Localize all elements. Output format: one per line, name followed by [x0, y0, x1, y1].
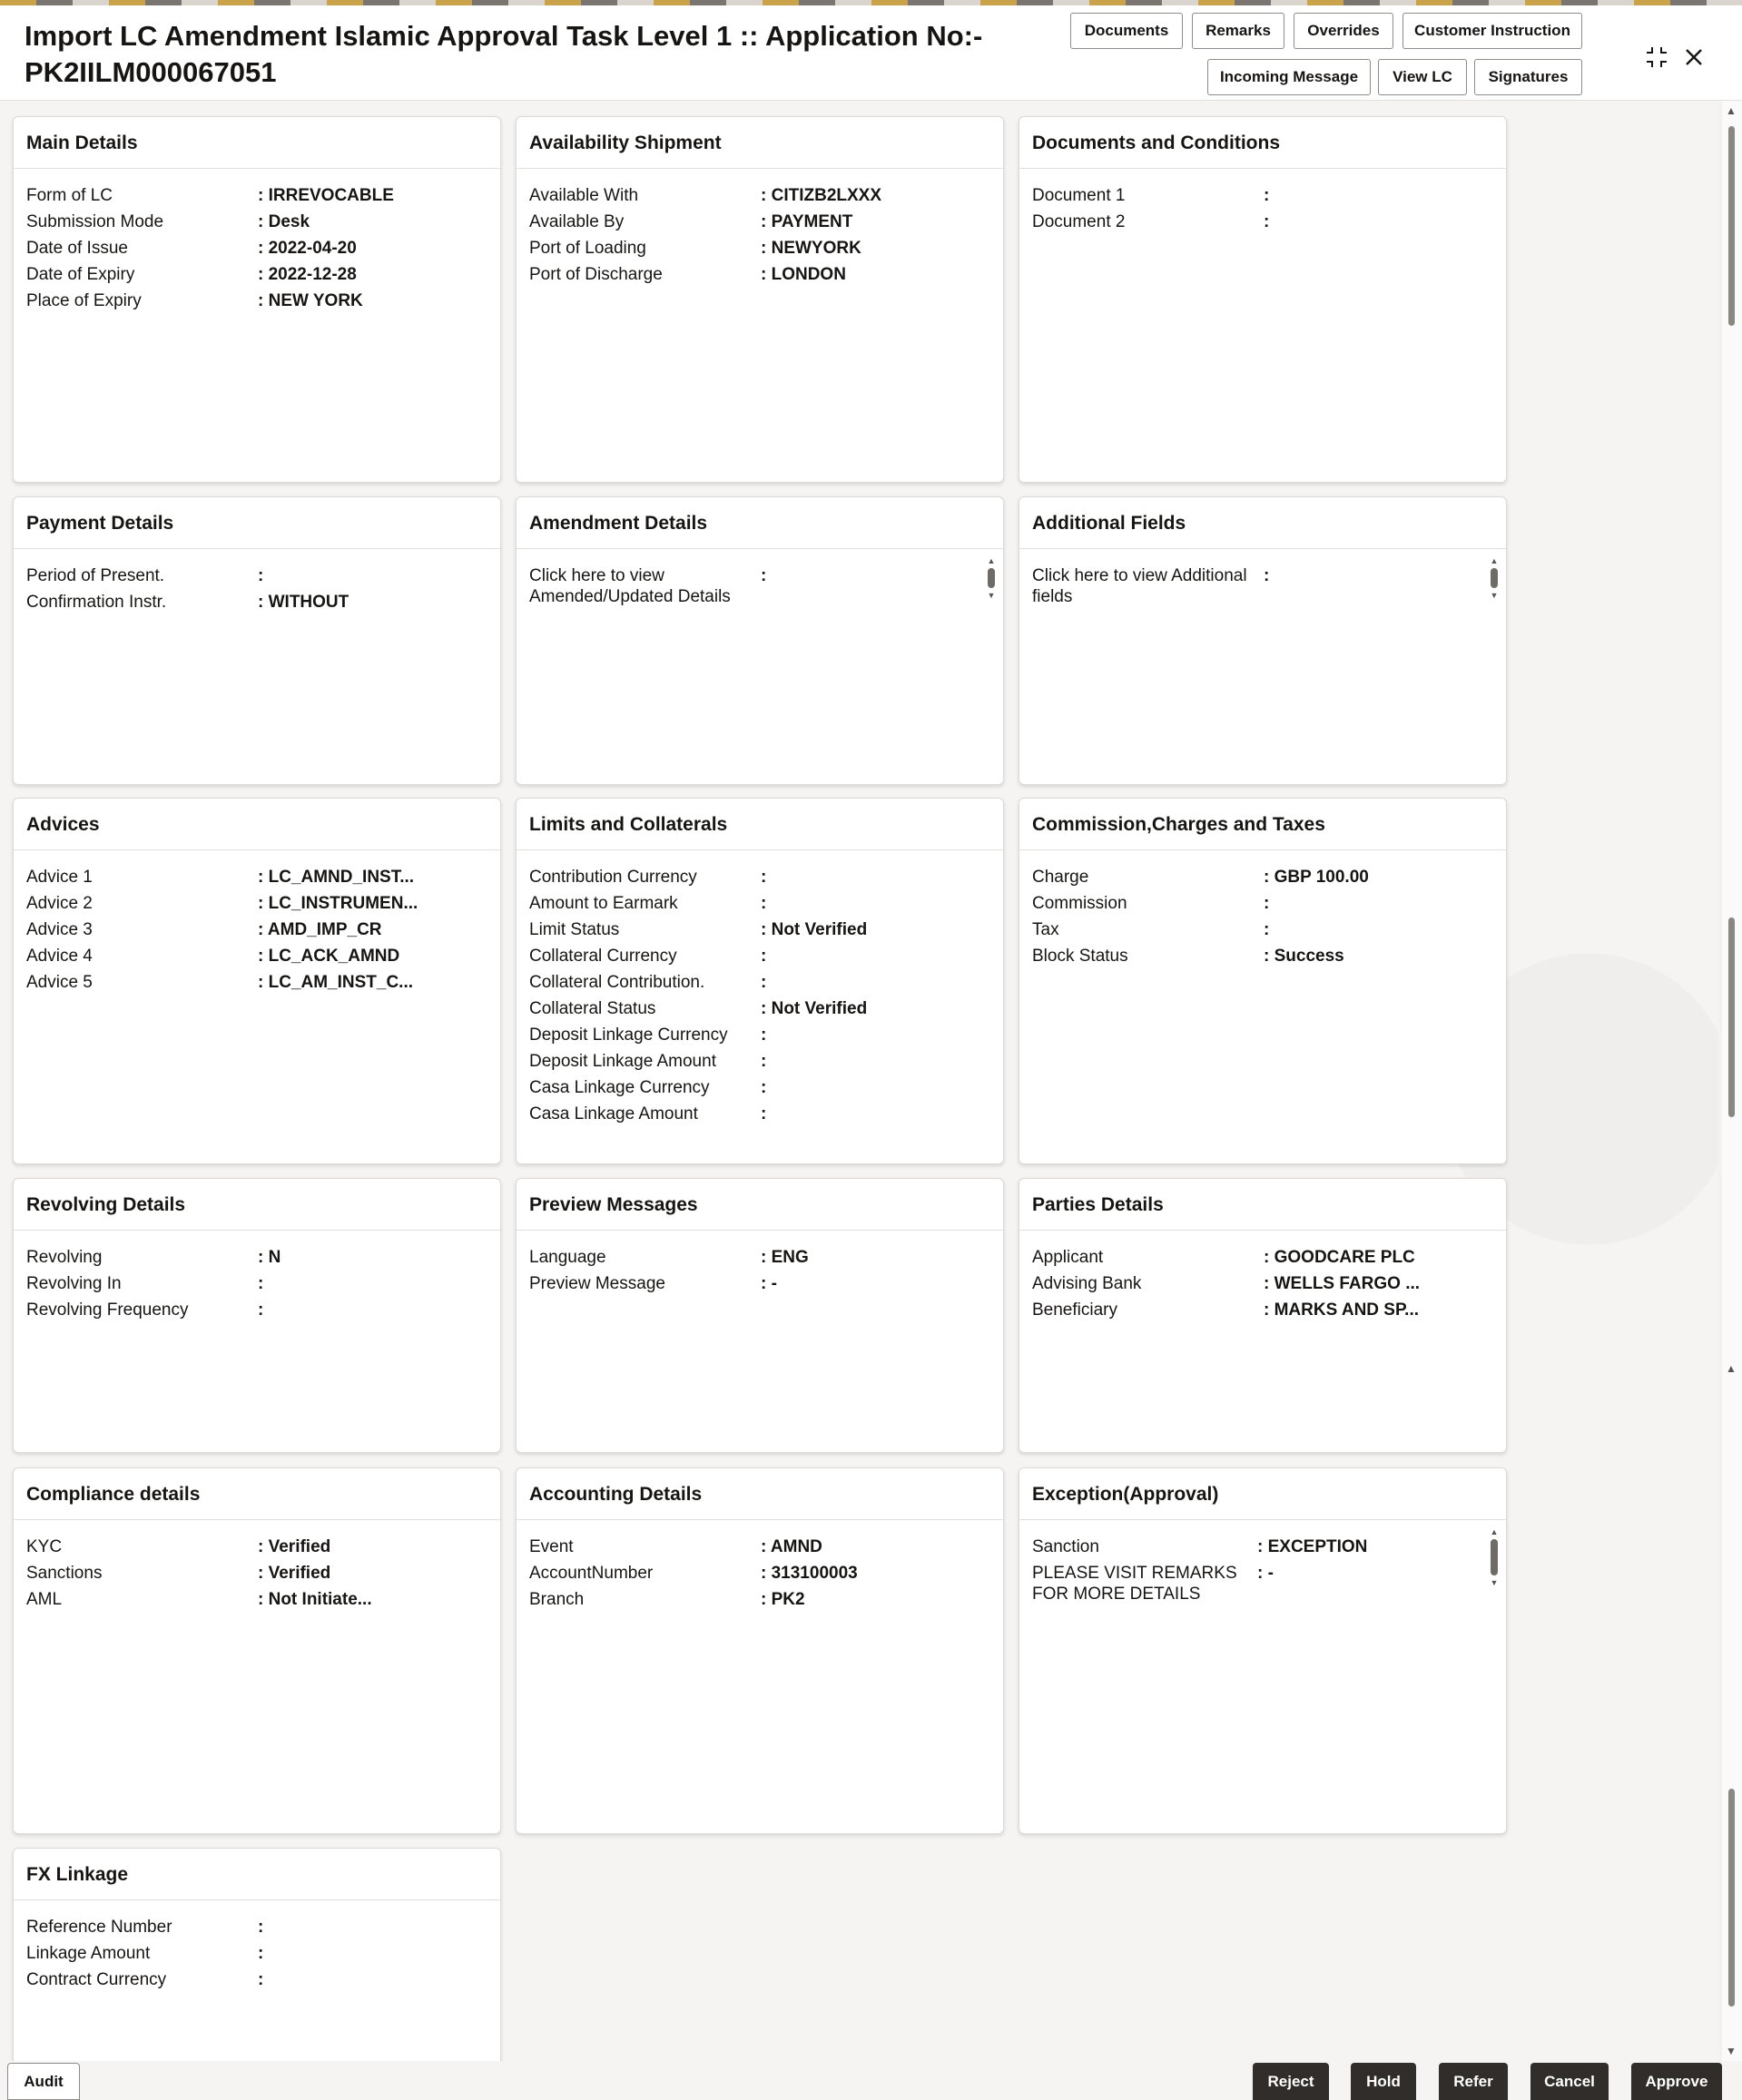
- field-value: : PK2: [761, 1590, 805, 1609]
- field-value: : Desk: [258, 212, 310, 231]
- card-amendment-details: [516, 496, 1004, 785]
- field-value: : Not Initiate...: [258, 1590, 372, 1609]
- card-title: Accounting Details: [517, 1468, 1003, 1520]
- field-row: [529, 893, 990, 914]
- field-row: [26, 867, 487, 888]
- scroll-up-icon[interactable]: ▲: [987, 556, 996, 565]
- field-value: :: [1264, 920, 1270, 939]
- scroll-down-icon[interactable]: ▼: [1726, 2045, 1737, 2057]
- field-row: [529, 1563, 990, 1584]
- card-title: Limits and Collaterals: [517, 799, 1003, 850]
- additional-fields-link-row[interactable]: [1032, 565, 1493, 607]
- card-scrollbar[interactable]: [987, 556, 996, 605]
- card-title: Commission,Charges and Taxes: [1019, 799, 1506, 850]
- card-limits-collaterals: [516, 798, 1004, 1164]
- field-row: [26, 1969, 487, 1990]
- field-value: : -: [1257, 1564, 1274, 1583]
- field-value: : MARKS AND SP...: [1264, 1300, 1420, 1320]
- field-value: : AMD_IMP_CR: [258, 920, 382, 939]
- field-label: KYC: [26, 1537, 63, 1556]
- scroll-up-icon[interactable]: ▲: [1726, 1362, 1737, 1375]
- field-value: : AMND: [761, 1537, 822, 1556]
- field-row: [26, 1589, 487, 1610]
- field-value: :: [258, 566, 264, 585]
- field-value: : LC_AM_INST_C...: [258, 973, 414, 992]
- card-title: Availability Shipment: [517, 117, 1003, 169]
- field-label: Sanctions: [26, 1564, 103, 1583]
- card-advices: [13, 798, 501, 1164]
- field-value: :: [761, 1025, 767, 1045]
- field-label: Contract Currency: [26, 1970, 167, 1989]
- field-value: :: [258, 1970, 264, 1989]
- field-row: [1032, 1247, 1493, 1268]
- field-row: [529, 1247, 990, 1268]
- amended-details-link-row[interactable]: [529, 565, 990, 607]
- field-row: [26, 238, 487, 259]
- field-value: : ENG: [761, 1248, 809, 1267]
- field-row: [26, 1536, 487, 1557]
- incoming-message-button[interactable]: Incoming Message: [1207, 59, 1371, 95]
- field-label: Advice 3: [26, 920, 93, 939]
- scroll-up-icon[interactable]: ▲: [1490, 1527, 1499, 1536]
- scroll-thumb[interactable]: [988, 568, 995, 588]
- scroll-down-icon[interactable]: ▼: [1490, 1578, 1499, 1587]
- field-value: : Not Verified: [761, 920, 868, 939]
- field-value: : 2022-12-28: [258, 265, 357, 284]
- field-label: Block Status: [1032, 947, 1128, 966]
- field-row: [1032, 1536, 1493, 1557]
- field-value: : NEWYORK: [761, 239, 861, 258]
- field-label: Advice 5: [26, 973, 93, 992]
- card-title: Exception(Approval): [1019, 1468, 1506, 1520]
- field-value: : N: [258, 1248, 281, 1267]
- scroll-thumb[interactable]: [1491, 568, 1498, 588]
- field-row: [26, 1917, 487, 1938]
- field-value: :: [761, 1078, 767, 1097]
- card-availability-shipment: [516, 116, 1004, 483]
- field-label: Advice 4: [26, 947, 93, 966]
- field-row: [529, 919, 990, 940]
- scroll-thumb[interactable]: [1491, 1539, 1498, 1575]
- card-parties-details: [1019, 1178, 1507, 1453]
- field-value: :: [761, 894, 767, 913]
- scroll-thumb[interactable]: [1728, 126, 1735, 326]
- hold-button[interactable]: Hold: [1351, 2063, 1416, 2100]
- field-label: Beneficiary: [1032, 1300, 1117, 1320]
- field-label: Revolving: [26, 1248, 103, 1267]
- field-label: Deposit Linkage Amount: [529, 1052, 716, 1071]
- field-value: : Not Verified: [761, 999, 868, 1018]
- card-revolving-details: [13, 1178, 501, 1453]
- field-value: : LC_ACK_AMND: [258, 947, 400, 966]
- field-value: :: [1264, 212, 1270, 231]
- field-row: [26, 972, 487, 993]
- card-title: Compliance details: [14, 1468, 500, 1520]
- field-value: : 313100003: [761, 1564, 858, 1583]
- card-title: Main Details: [14, 117, 500, 169]
- scroll-up-icon[interactable]: ▲: [1726, 104, 1737, 117]
- field-label: AML: [26, 1590, 63, 1609]
- field-label: Preview Message: [529, 1274, 665, 1293]
- field-label: Available With: [529, 186, 639, 205]
- remarks-button[interactable]: Remarks: [1192, 13, 1284, 49]
- field-value: : Verified: [258, 1537, 331, 1556]
- field-value: : Success: [1264, 947, 1344, 966]
- page-header: [0, 5, 1742, 101]
- field-row: [1032, 1563, 1493, 1604]
- field-label: Language: [529, 1248, 606, 1267]
- field-value: :: [258, 1918, 264, 1937]
- field-row: [529, 264, 990, 285]
- field-row: [1032, 919, 1493, 940]
- field-label: Limit Status: [529, 920, 620, 939]
- field-label: Document 1: [1032, 186, 1126, 205]
- field-label: Collateral Currency: [529, 947, 677, 966]
- field-label: Collateral Status: [529, 999, 656, 1018]
- field-row: [26, 1300, 487, 1320]
- field-label: Reference Number: [26, 1918, 172, 1937]
- field-row: [529, 185, 990, 206]
- field-value: : CITIZB2LXXX: [761, 186, 882, 205]
- field-label: Date of Expiry: [26, 265, 135, 284]
- field-label: Advice 1: [26, 868, 93, 887]
- field-label: Tax: [1032, 920, 1059, 939]
- card-additional-fields: [1019, 496, 1507, 785]
- field-value: :: [761, 973, 767, 992]
- field-label: Form of LC: [26, 186, 113, 205]
- card-fx-linkage: [13, 1848, 501, 2061]
- field-row: [1032, 946, 1493, 967]
- field-row: [529, 1051, 990, 1072]
- field-label: Confirmation Instr.: [26, 593, 167, 612]
- card-preview-messages: [516, 1178, 1004, 1453]
- field-label: Port of Loading: [529, 239, 646, 258]
- card-title: Parties Details: [1019, 1179, 1506, 1231]
- signatures-button[interactable]: Signatures: [1474, 59, 1582, 95]
- field-label: Deposit Linkage Currency: [529, 1025, 728, 1045]
- field-row: [26, 893, 487, 914]
- field-label: Revolving In: [26, 1274, 122, 1293]
- card-title: Revolving Details: [14, 1179, 500, 1231]
- field-row: [529, 1589, 990, 1610]
- field-row: [1032, 211, 1493, 232]
- field-row: [529, 1025, 990, 1045]
- field-label: Casa Linkage Amount: [529, 1104, 698, 1124]
- field-label: AccountNumber: [529, 1564, 654, 1583]
- field-row: [26, 1273, 487, 1294]
- field-row: [529, 1536, 990, 1557]
- scroll-thumb[interactable]: [1728, 1789, 1735, 2007]
- card-payment-details: [13, 496, 501, 785]
- card-accounting-details: [516, 1467, 1004, 1834]
- field-value: :: [761, 1104, 767, 1124]
- field-label: Commission: [1032, 894, 1127, 913]
- field-value: : LC_AMND_INST...: [258, 868, 415, 887]
- field-value: :: [1264, 894, 1270, 913]
- card-title: Advices: [14, 799, 500, 850]
- field-value: : Verified: [258, 1564, 331, 1583]
- field-value: :: [761, 868, 767, 887]
- card-title: Additional Fields: [1019, 497, 1506, 549]
- field-row: [529, 1104, 990, 1124]
- field-row: [26, 565, 487, 586]
- field-value: :: [761, 1052, 767, 1071]
- card-scrollbar[interactable]: [1490, 556, 1499, 605]
- field-label: Revolving Frequency: [26, 1300, 189, 1320]
- field-label: Place of Expiry: [26, 291, 142, 310]
- scroll-down-icon[interactable]: ▼: [987, 591, 996, 600]
- page-scrollbar[interactable]: [1722, 101, 1742, 2061]
- field-label: Port of Discharge: [529, 265, 663, 284]
- card-title: Documents and Conditions: [1019, 117, 1506, 169]
- field-row: [529, 998, 990, 1019]
- field-value: :: [1264, 566, 1270, 585]
- main-content: [0, 101, 1718, 2061]
- field-row: [529, 238, 990, 259]
- field-value: :: [761, 947, 767, 966]
- field-label: Available By: [529, 212, 625, 231]
- field-row: [26, 264, 487, 285]
- page-title: Import LC Amendment Islamic Approval Task Level 1 :: Application No:- PK2IILM000067051: [25, 20, 983, 88]
- field-label: Submission Mode: [26, 212, 164, 231]
- field-row: [1032, 185, 1493, 206]
- field-row: [529, 946, 990, 967]
- field-label[interactable]: Click here to view Amended/Updated Details: [529, 566, 731, 606]
- field-value: : -: [761, 1274, 777, 1293]
- card-compliance-details: [13, 1467, 501, 1834]
- field-row: [26, 946, 487, 967]
- card-title: Amendment Details: [517, 497, 1003, 549]
- field-row: [26, 1943, 487, 1964]
- field-row: [26, 1247, 487, 1268]
- card-title: FX Linkage: [14, 1849, 500, 1900]
- field-value: :: [258, 1300, 264, 1320]
- field-value: : EXCEPTION: [1257, 1537, 1368, 1556]
- field-row: [26, 211, 487, 232]
- minimize-icon[interactable]: [1641, 42, 1672, 73]
- field-label[interactable]: Click here to view Additional fields: [1032, 566, 1247, 606]
- field-value: : GBP 100.00: [1264, 868, 1369, 887]
- field-label: Contribution Currency: [529, 868, 697, 887]
- card-main-details: [13, 116, 501, 483]
- view-lc-button[interactable]: View LC: [1378, 59, 1467, 95]
- field-label: Period of Present.: [26, 566, 165, 585]
- field-row: [26, 1563, 487, 1584]
- field-row: [529, 1077, 990, 1098]
- field-label: Amount to Earmark: [529, 894, 678, 913]
- field-label: PLEASE VISIT REMARKS FOR MORE DETAILS: [1032, 1564, 1237, 1604]
- field-label: Applicant: [1032, 1248, 1104, 1267]
- field-label: Charge: [1032, 868, 1089, 887]
- field-row: [529, 867, 990, 888]
- field-value: :: [258, 1274, 264, 1293]
- field-row: [1032, 1273, 1493, 1294]
- card-scrollbar[interactable]: [1490, 1527, 1499, 1587]
- field-value: :: [258, 1944, 264, 1963]
- field-label: Sanction: [1032, 1537, 1099, 1556]
- customer-instruction-button[interactable]: Customer Instruction: [1402, 13, 1582, 49]
- field-value: : NEW YORK: [258, 291, 363, 310]
- field-label: Casa Linkage Currency: [529, 1078, 710, 1097]
- card-title: Payment Details: [14, 497, 500, 549]
- field-row: [529, 972, 990, 993]
- field-label: Collateral Contribution.: [529, 973, 705, 992]
- field-label: Advising Bank: [1032, 1274, 1142, 1293]
- field-row: [1032, 867, 1493, 888]
- refer-button[interactable]: Refer: [1439, 2063, 1508, 2100]
- field-label: Branch: [529, 1590, 585, 1609]
- cancel-button[interactable]: Cancel: [1530, 2063, 1609, 2100]
- field-row: [529, 211, 990, 232]
- field-row: [26, 592, 487, 613]
- card-commission-charges: [1019, 798, 1507, 1164]
- field-value: : LC_INSTRUMEN...: [258, 894, 418, 913]
- card-title: Preview Messages: [517, 1179, 1003, 1231]
- field-value: : WITHOUT: [258, 593, 349, 612]
- field-value: : 2022-04-20: [258, 239, 357, 258]
- field-row: [1032, 1300, 1493, 1320]
- card-documents-conditions: [1019, 116, 1507, 483]
- field-row: [26, 185, 487, 206]
- field-row: [26, 290, 487, 311]
- field-label: Advice 2: [26, 894, 93, 913]
- close-icon[interactable]: [1678, 42, 1709, 73]
- field-value: : GOODCARE PLC: [1264, 1248, 1415, 1267]
- field-label: Event: [529, 1537, 574, 1556]
- approve-button[interactable]: Approve: [1631, 2063, 1722, 2100]
- documents-button[interactable]: Documents: [1070, 13, 1183, 49]
- overrides-button[interactable]: Overrides: [1294, 13, 1393, 49]
- field-row: [529, 1273, 990, 1294]
- card-exception-approval: [1019, 1467, 1507, 1834]
- scroll-down-icon[interactable]: ▼: [1490, 591, 1499, 600]
- reject-button[interactable]: Reject: [1253, 2063, 1329, 2100]
- field-value: : PAYMENT: [761, 212, 853, 231]
- field-value: :: [761, 566, 767, 585]
- field-label: Date of Issue: [26, 239, 128, 258]
- field-label: Linkage Amount: [26, 1944, 151, 1963]
- field-row: [26, 919, 487, 940]
- field-value: : IRREVOCABLE: [258, 186, 394, 205]
- scroll-thumb[interactable]: [1728, 918, 1735, 1117]
- field-row: [1032, 893, 1493, 914]
- field-label: Document 2: [1032, 212, 1126, 231]
- field-value: :: [1264, 186, 1270, 205]
- field-value: : WELLS FARGO ...: [1264, 1274, 1421, 1293]
- field-value: : LONDON: [761, 265, 846, 284]
- scroll-up-icon[interactable]: ▲: [1490, 556, 1499, 565]
- audit-button[interactable]: Audit: [7, 2063, 80, 2100]
